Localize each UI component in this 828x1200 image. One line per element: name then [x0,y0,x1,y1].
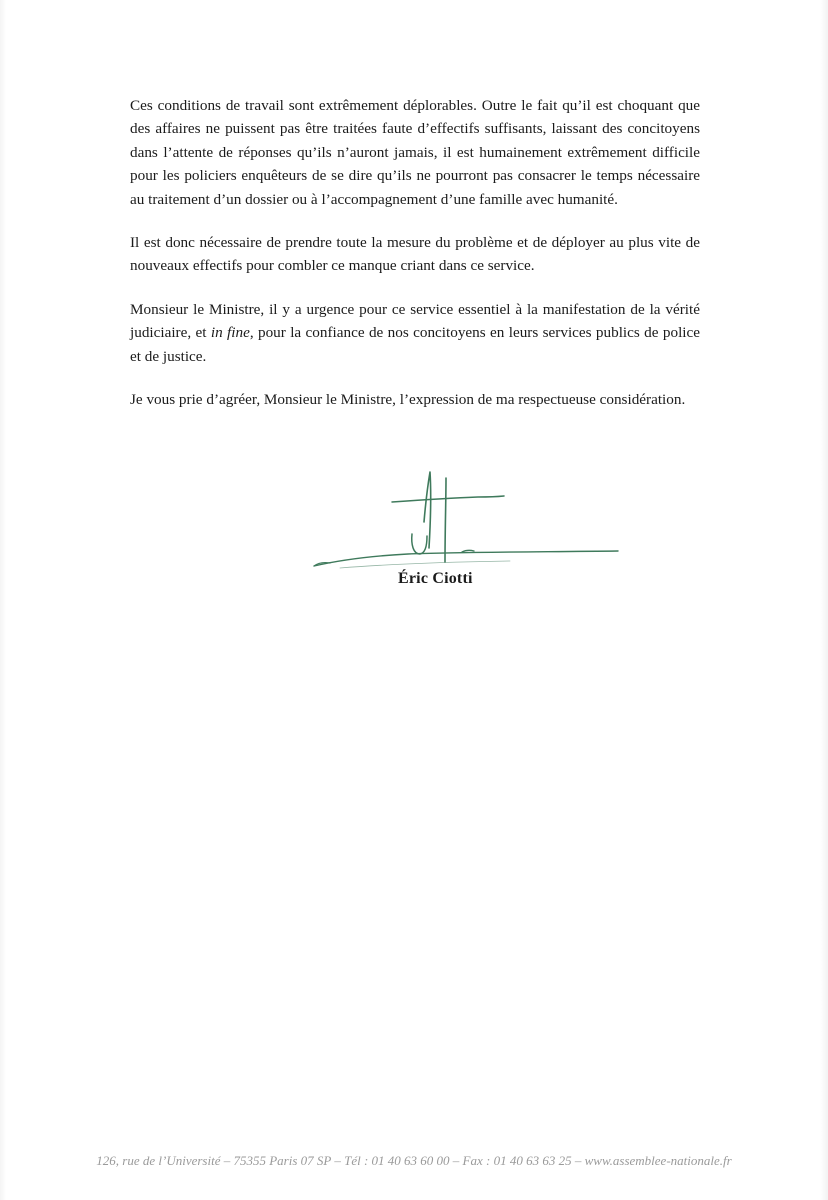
paragraph-urgency-end: , pour la confiance de nos concitoyens en leurs services publics de police et de justice. [130,324,700,365]
letterhead-footer: 126, rue de l’Université – 75355 Paris 07 SP – Tél : 01 40 63 60 00 – Fax : 01 40 63 63 25 – www.assemblee-nationale.fr [96,1153,732,1168]
paragraph-urgency [130,298,700,368]
paragraph-closing: Je vous prie d’agréer, Monsieur le Ministre, l’expression de ma respectueuse considération. [130,391,686,409]
paragraph-urgency-italic: in fine [210,324,250,342]
paragraph-working-conditions: Ces conditions de travail sont extrêmement déplorables. Outre le fait qu’il est choquant que des affaires ne puissent pas être traitées faute d’effectifs suffisants, laissant des concitoyens dans l’attente de réponses qu’ils n’auront jamais, il est humainement extrêmement difficile pour les policiers enquêteurs de se dire qu’ils ne pourront pas consacrer le temps nécessaire au traitement d’un dossier ou à l’accompagnement d’une famille avec humanité. [130,97,700,208]
letter-body [130,94,700,431]
handwritten-signature [300,470,630,580]
paragraph-new-staff: Il est donc nécessaire de prendre toute la mesure du problème et de déployer au plus vite de nouveaux effectifs pour combler ce manque criant dans ce service. [130,234,700,275]
paragraph-urgency-start: Monsieur le Ministre, il y a urgence pour ce service essentiel à la manifestation de la vérité judiciaire, et [130,300,700,342]
signer-name: Éric Ciotti [398,570,473,587]
